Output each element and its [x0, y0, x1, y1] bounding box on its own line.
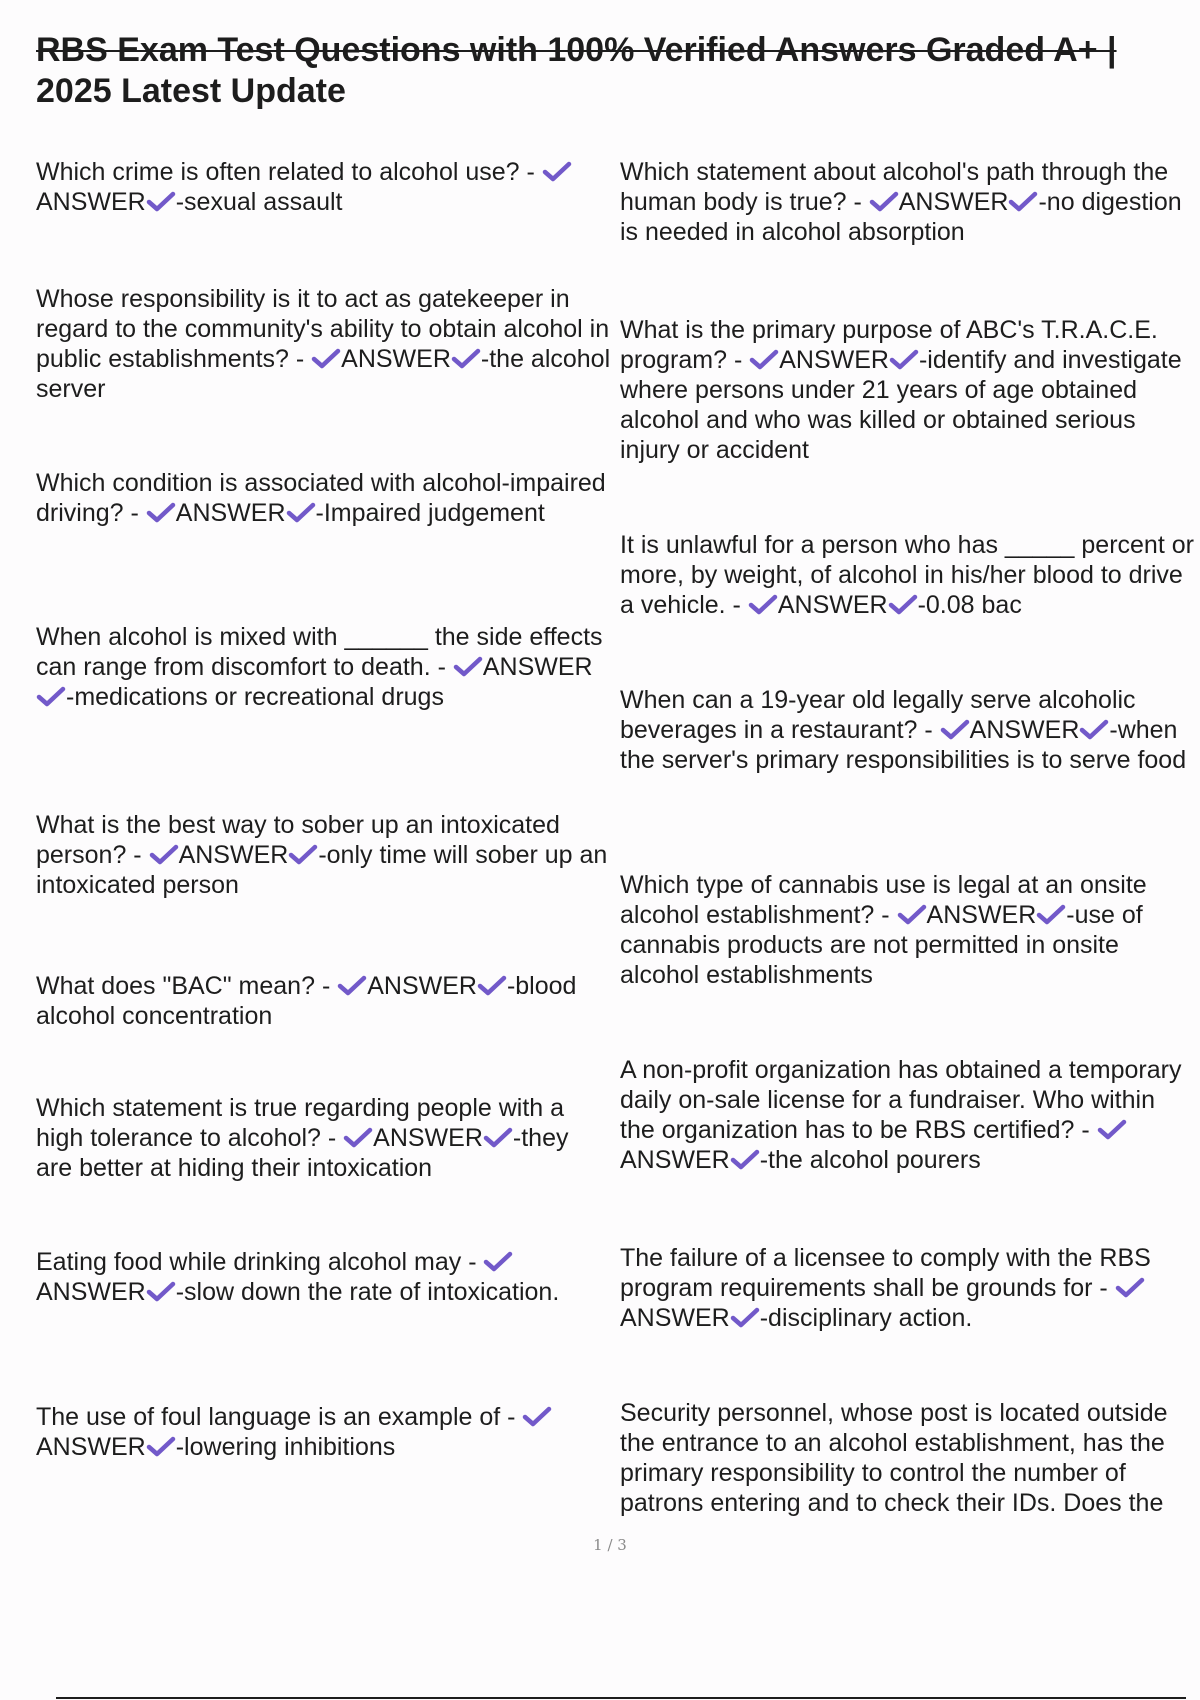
checkmark-icon: [477, 974, 507, 996]
answer-text: -Impaired judgement: [315, 499, 545, 527]
qa-item: [36, 1093, 611, 1183]
qa-item: [620, 685, 1195, 775]
qa-item: [36, 157, 611, 217]
checkmark-icon: [451, 347, 481, 369]
answer-text: -lowering inhibitions: [175, 1433, 396, 1461]
checkmark-icon: [1036, 903, 1066, 925]
question-text: Eating food while drinking alcohol may -: [36, 1248, 477, 1276]
qa-item: [36, 1247, 611, 1307]
qa-item: [36, 1402, 611, 1462]
question-text: A non-profit organization has obtained a temporary daily on-sale license for a fundraiser. Who within the organization has to be RBS certified? -: [620, 1056, 1182, 1144]
checkmark-icon: [1115, 1276, 1145, 1298]
checkmark-icon: [749, 348, 779, 370]
question-text: When can a 19-year old legally serve alcoholic beverages in a restaurant? -: [620, 686, 1136, 744]
qa-item: [620, 870, 1195, 990]
checkmark-icon: [483, 1126, 513, 1148]
checkmark-icon: [149, 843, 179, 865]
checkmark-icon: [146, 1435, 176, 1457]
answer-label: ANSWER: [777, 591, 888, 619]
answer-text: -medications or recreational drugs: [66, 683, 444, 711]
qa-item: [36, 971, 611, 1031]
question-text: Which crime is often related to alcohol use? -: [36, 158, 535, 186]
checkmark-icon: [288, 843, 318, 865]
checkmark-icon: [522, 1405, 552, 1427]
answer-text: -blood alcohol concentration: [36, 972, 577, 1030]
answer-label: ANSWER: [779, 346, 889, 374]
title-line-1: RBS Exam Test Questions with 100% Verified Answers Graded A+ |: [36, 31, 1117, 69]
footer-divider: [56, 1697, 1186, 1699]
question-text: Security personnel, whose post is located outside the entrance to an alcohol establishment, has the primary responsibility to control the number of patrons entering and to check their IDs. Does the: [620, 1399, 1168, 1517]
checkmark-icon: [1097, 1118, 1127, 1140]
answer-label: ANSWER: [175, 499, 286, 527]
answer-text: -when the server's primary responsibilities is to serve food: [620, 716, 1187, 774]
checkmark-icon: [730, 1148, 760, 1170]
question-text: What is the best way to sober up an intoxicated person? -: [36, 811, 560, 869]
checkmark-icon: [343, 1126, 373, 1148]
answer-label: ANSWER: [36, 188, 146, 216]
checkmark-icon: [146, 190, 176, 212]
answer-text: -only time will sober up an intoxicated person: [36, 841, 608, 899]
question-text: Which type of cannabis use is legal at an onsite alcohol establishment? -: [620, 871, 1147, 929]
checkmark-icon: [869, 190, 899, 212]
question-text: It is unlawful for a person who has _____ percent or more, by weight, of alcohol in his/her blood to drive a vehicle. -: [620, 531, 1194, 619]
answer-label: ANSWER: [620, 1146, 730, 1174]
question-text: The failure of a licensee to comply with the RBS program requirements shall be grounds for -: [620, 1244, 1151, 1302]
question-text: Whose responsibility is it to act as gatekeeper in regard to the community's ability to obtain alcohol in public establishments? -: [36, 285, 610, 373]
checkmark-icon: [748, 593, 778, 615]
answer-text: -disciplinary action.: [759, 1304, 973, 1332]
qa-item: [620, 1243, 1195, 1333]
checkmark-icon: [889, 348, 919, 370]
qa-item: [36, 284, 611, 404]
title-line-2: 2025 Latest Update: [36, 72, 346, 110]
checkmark-icon: [940, 718, 970, 740]
answer-label: ANSWER: [482, 653, 593, 681]
question-text: What is the primary purpose of ABC's T.R.A.C.E. program? -: [620, 316, 1158, 374]
answer-text: -identify and investigate where persons under 21 years of age obtained alcohol and who was killed or obtained serious injury or accident: [620, 346, 1182, 464]
answer-label: ANSWER: [373, 1124, 483, 1152]
answer-text: -no digestion is needed in alcohol absorption: [620, 188, 1182, 246]
question-text: Which statement about alcohol's path through the human body is true? -: [620, 158, 1169, 216]
question-text: The use of foul language is an example of -: [36, 1403, 516, 1431]
question-text: When alcohol is mixed with ______ the side effects can range from discomfort to death. -: [36, 623, 603, 681]
checkmark-icon: [542, 160, 572, 182]
checkmark-icon: [311, 347, 341, 369]
answer-label: ANSWER: [898, 188, 1009, 216]
checkmark-icon: [146, 1280, 176, 1302]
answer-text: -the alcohol pourers: [759, 1146, 981, 1174]
qa-item: [36, 810, 611, 900]
checkmark-icon: [730, 1306, 760, 1328]
answer-label: ANSWER: [36, 1433, 146, 1461]
answer-text: -sexual assault: [175, 188, 343, 216]
answer-label: ANSWER: [367, 972, 477, 1000]
answer-label: ANSWER: [36, 1278, 146, 1306]
qa-item: [620, 157, 1195, 247]
qa-item: [36, 468, 611, 528]
checkmark-icon: [146, 501, 176, 523]
document-title: [36, 30, 1186, 112]
answer-text: -use of cannabis products are not permitted in onsite alcohol establishments: [620, 901, 1143, 989]
qa-item: [620, 1055, 1195, 1175]
answer-label: ANSWER: [969, 716, 1080, 744]
checkmark-icon: [36, 685, 66, 707]
answer-text: -slow down the rate of intoxication.: [175, 1278, 560, 1306]
answer-text: -the alcohol server: [36, 345, 611, 403]
question-text: Which condition is associated with alcohol-impaired driving? -: [36, 469, 606, 527]
answer-label: ANSWER: [620, 1304, 730, 1332]
checkmark-icon: [1079, 718, 1109, 740]
answer-text: -they are better at hiding their intoxication: [36, 1124, 569, 1182]
qa-item: [36, 622, 611, 712]
qa-item: [620, 530, 1195, 620]
checkmark-icon: [337, 974, 367, 996]
question-text: What does "BAC" mean? -: [36, 972, 331, 1000]
page-indicator: 1 / 3: [593, 1536, 627, 1554]
checkmark-icon: [453, 655, 483, 677]
checkmark-icon: [483, 1250, 513, 1272]
answer-label: ANSWER: [178, 841, 289, 869]
qa-item: [620, 1398, 1195, 1518]
answer-text: -0.08 bac: [917, 591, 1022, 619]
checkmark-icon: [888, 593, 918, 615]
answer-label: ANSWER: [926, 901, 1037, 929]
checkmark-icon: [897, 903, 927, 925]
qa-item: [620, 315, 1195, 465]
checkmark-icon: [1008, 190, 1038, 212]
checkmark-icon: [286, 501, 316, 523]
answer-label: ANSWER: [341, 345, 451, 373]
question-text: Which statement is true regarding people with a high tolerance to alcohol? -: [36, 1094, 565, 1152]
